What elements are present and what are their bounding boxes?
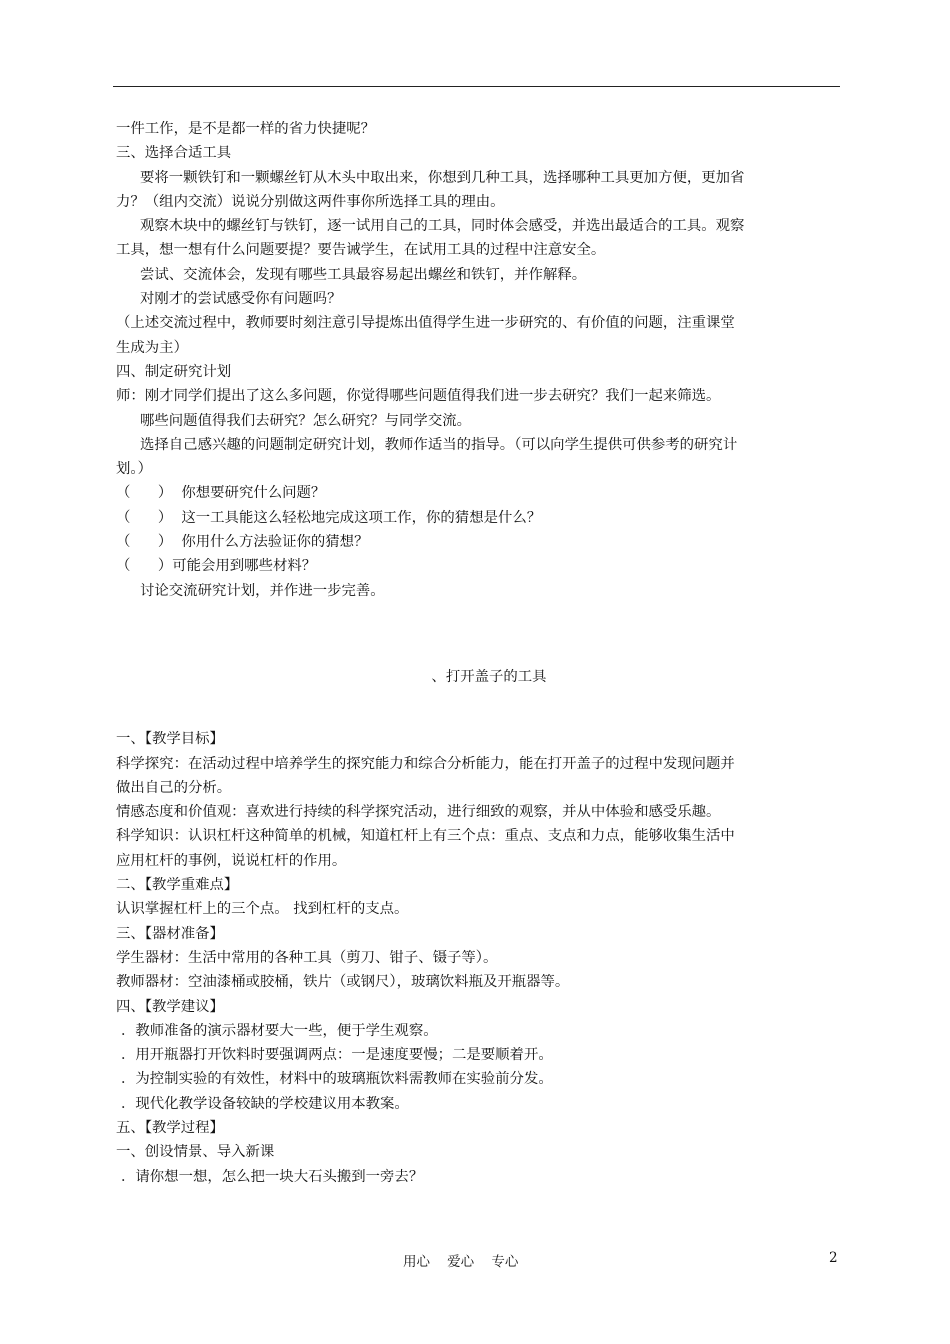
text-line: 讨论交流研究计划，并作进一步完善。 <box>140 582 385 599</box>
text-line: ．教师准备的演示器材要大一些，便于学生观察。 <box>121 1022 438 1039</box>
text-line: 划。） <box>116 461 152 478</box>
document-body <box>116 117 838 1189</box>
text-line: 五、【教学过程】 <box>116 1119 224 1136</box>
text-line: 科学知识：认识杠杆这种简单的机械，知道杠杆上有三个点：重点、支点和力点，能够收集生活中 <box>116 828 735 845</box>
text-line: 教师器材：空油漆桶或胶桶，铁片（或钢尺），玻璃饮料瓶及开瓶器等。 <box>116 974 570 991</box>
text-line: （ ） 你用什么方法验证你的猜想？ <box>116 534 369 551</box>
text-line: 观察木块中的螺丝钉与铁钉，逐一试用自己的工具，同时体会感受，并选出最适合的工具。观察 <box>140 218 745 235</box>
text-line: 三、选择合适工具 <box>116 145 232 162</box>
text-line: 一、【教学目标】 <box>116 731 224 748</box>
text-line: ．请你想一想，怎么把一块大石头搬到一旁去？ <box>121 1168 424 1185</box>
section-title: 、打开盖子的工具 <box>431 668 547 685</box>
header-rule <box>113 86 840 87</box>
text-line: 一件工作，是不是都一样的省力快捷呢？ <box>116 121 376 137</box>
text-line: 学生器材：生活中常用的各种工具（剪刀、钳子、镊子等）。 <box>116 949 498 966</box>
text-line: 哪些问题值得我们去研究？怎么研究？与同学交流。 <box>140 412 471 429</box>
text-line: 四、制定研究计划 <box>116 363 232 380</box>
text-line: 生成为主） <box>116 339 188 356</box>
text-line: ．用开瓶器打开饮料时要强调两点：一是速度要慢；二是要顺着开。 <box>121 1047 553 1064</box>
text-line: 要将一颗铁钉和一颗螺丝钉从木头中取出来，你想到几种工具，选择哪种工具更加方便，更加省 <box>140 169 745 186</box>
spacer <box>116 689 838 727</box>
spacer <box>116 603 838 665</box>
text-line: （上述交流过程中，教师要时刻注意引导提炼出值得学生进一步研究的、有价值的问题，注重课堂 <box>116 315 735 332</box>
text-line: ．现代化教学设备较缺的学校建议用本教案。 <box>121 1095 409 1112</box>
text-line: （ ） 这一工具能这么轻松地完成这项工作，你的猜想是什么？ <box>116 509 542 526</box>
text-line: （ ） 你想要研究什么问题？ <box>116 485 326 502</box>
footer-slogan: 用心 爱心 专心 <box>403 1254 519 1270</box>
text-line: 尝试、交流体会，发现有哪些工具最容易起出螺丝和铁钉，并作解释。 <box>140 266 587 283</box>
text-line: 对刚才的尝试感受你有问题吗？ <box>140 291 342 308</box>
text-line: 做出自己的分析。 <box>116 779 232 796</box>
text-line: ．为控制实验的有效性，材料中的玻璃瓶饮料需教师在实验前分发。 <box>121 1071 553 1088</box>
text-line: 工具，想一想有什么问题要提？要告诫学生，在试用工具的过程中注意安全。 <box>116 242 606 259</box>
text-line: 选择自己感兴趣的问题制定研究计划，教师作适当的指导。（可以向学生提供可供参考的研究计 <box>140 436 738 453</box>
lesson-plan-section <box>116 727 838 1189</box>
text-line: 情感态度和价值观：喜欢进行持续的科学探究活动，进行细致的观察，并从中体验和感受乐趣。 <box>116 804 721 821</box>
text-line: （ ）可能会用到哪些材料？ <box>116 558 317 575</box>
text-line: 一、创设情景、导入新课 <box>116 1144 275 1161</box>
text-line: 认识掌握杠杆上的三个点。 找到杠杆的支点。 <box>116 901 409 918</box>
lesson-continuation <box>116 117 838 603</box>
text-line: 应用杠杆的事例，说说杠杆的作用。 <box>116 852 347 869</box>
text-line: 二、【教学重难点】 <box>116 877 239 894</box>
text-line: 科学探究：在活动过程中培养学生的探究能力和综合分析能力，能在打开盖子的过程中发现问题并 <box>116 755 735 772</box>
text-line: 师：刚才同学们提出了这么多问题，你觉得哪些问题值得我们进一步去研究？我们一起来筛选。 <box>116 388 721 405</box>
text-line: 四、【教学建议】 <box>116 998 224 1015</box>
text-line: 三、【器材准备】 <box>116 925 224 942</box>
page-number: 2 <box>829 1250 838 1266</box>
text-line: 力？（组内交流）说说分别做这两件事你所选择工具的理由。 <box>116 193 505 210</box>
